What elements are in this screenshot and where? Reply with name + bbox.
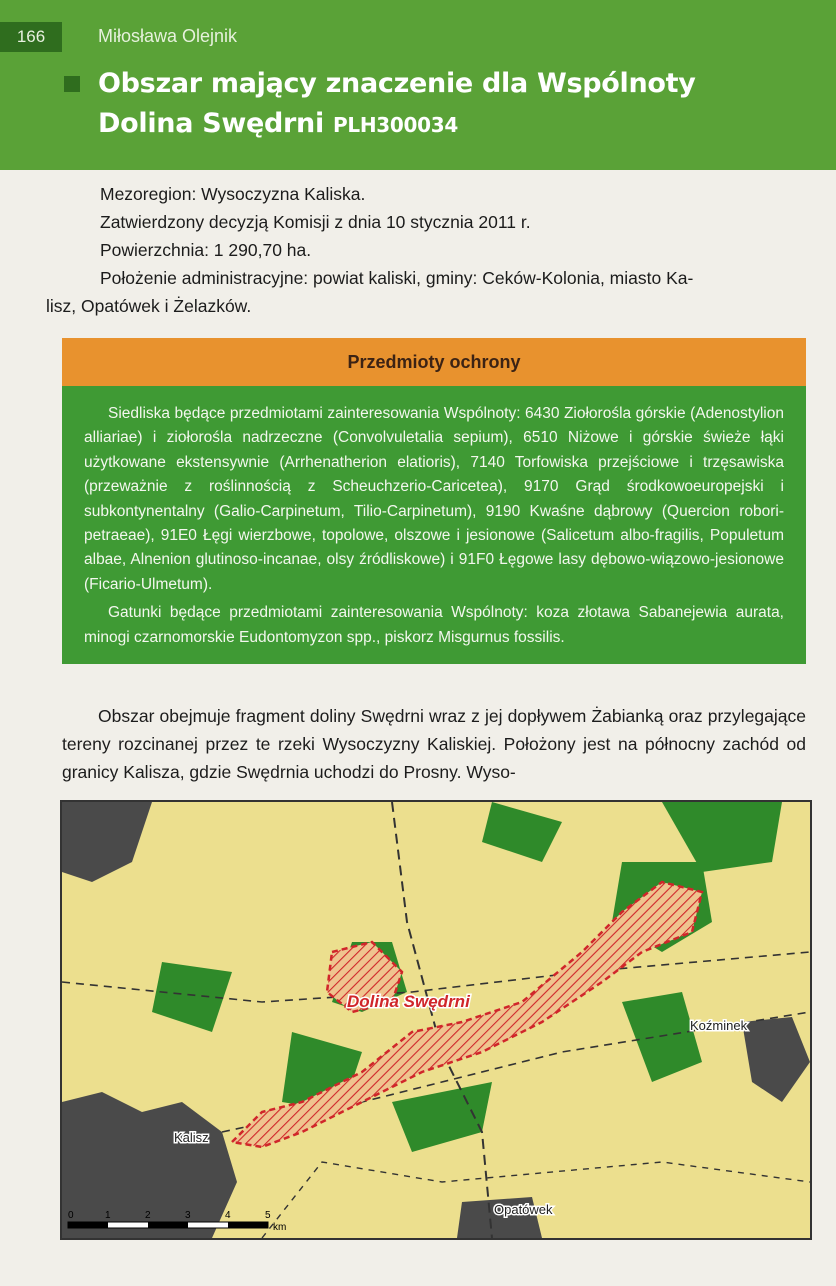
mezoregion-line: Mezoregion: Wysoczyzna Kaliska. (100, 184, 366, 204)
section-title (98, 64, 798, 145)
scale-tick: 2 (145, 1210, 151, 1221)
forest-patch (622, 992, 702, 1082)
scale-tick: 4 (225, 1210, 231, 1221)
species-paragraph: Gatunki będące przedmiotami zainteresowania Wspólnoty: koza złotawa Sabanejewia aurata, minogi czarnomorskie Eudontomyzon spp., piskorz Misgurnus fossilis. (84, 604, 784, 646)
protection-heading: Przedmioty ochrony (62, 338, 806, 386)
title-bullet-square (64, 76, 80, 92)
map-place-label: Koźminek (690, 1018, 748, 1033)
map-place-label: Kalisz (174, 1130, 209, 1145)
scale-unit: km (273, 1222, 287, 1233)
scale-tick: 0 (68, 1210, 74, 1221)
urban-area-north-west (62, 802, 152, 882)
scale-tick: 5 (265, 1210, 271, 1221)
map-place-label: Opatówek (494, 1202, 553, 1217)
urban-area-kozminek (742, 1017, 810, 1102)
protection-box (62, 338, 806, 664)
site-code: PLH300034 (333, 113, 458, 137)
protection-body (62, 386, 806, 664)
habitats-paragraph: Siedliska będące przedmiotami zainteresowania Wspólnoty: 6430 Ziołorośla górskie (Adenostylion alliariae) i ziołorośla nadrzeczne (Convolvuletalia sepium), 6510 Niżowe i górskie świeże łąki użytkowane ekstensywnie (Arrhenatherion elatioris), 7140 Torfowiska przejściowe i trzęsawiska (przeważnie z roślinnością z Scheuchzerio-Caricetea), 9170 Grąd środkowoeuropejski i subkontynentalny (Galio-Carpinetum, Tilio-Carpinetum), 9190 Kwaśne dąbrowy (Quercion robori-petraeae), 91E0 Łęgi wierzbowe, topolowe, olszowe i jesionowe (Salicetum albo-fragilis, Populetum albae, Alnenion glutinoso-incanae, olsy źródliskowe) i 91F0 Łęgowe lasy dębowo-wiązowo-jesionowe (Ficario-Ulmetum). (84, 405, 784, 593)
page-number: 166 (0, 22, 62, 52)
title-line-1: Obszar mający znaczenie dla Wspólnoty (98, 68, 696, 99)
forest-patch (482, 802, 562, 862)
site-metadata (46, 180, 800, 320)
admin-line-2: lisz, Opatówek i Żelazków. (46, 296, 252, 316)
map-drawing (62, 802, 810, 1238)
title-line-2 (98, 104, 798, 145)
forest-patch (662, 802, 782, 872)
forest-patch (392, 1082, 492, 1152)
site-map (60, 800, 812, 1240)
description-paragraph: Obszar obejmuje fragment doliny Swędrni wraz z jej dopływem Żabianką oraz przylegające tereny rozcinanej przez te rzeki Wysoczyzny Kaliskiej. Położony jest na północny zachód od granicy Kalisza, gdzie Swędrnia uchodzi do Prosny. Wyso- (62, 706, 806, 782)
admin-line-1: Położenie administracyjne: powiat kaliski, gminy: Ceków-Kolonia, miasto Ka- (100, 268, 694, 288)
map-site-label: Dolina Swędrni (347, 992, 470, 1011)
scale-tick: 3 (185, 1210, 191, 1221)
scale-tick: 1 (105, 1210, 111, 1221)
area-line: Powierzchnia: 1 290,70 ha. (100, 240, 312, 260)
description-text (62, 702, 806, 786)
author-name: Miłosława Olejnik (98, 26, 238, 46)
page-header (0, 0, 836, 170)
site-name: Dolina Swędrni (98, 108, 324, 139)
approval-line: Zatwierdzony decyzją Komisji z dnia 10 stycznia 2011 r. (100, 212, 531, 232)
